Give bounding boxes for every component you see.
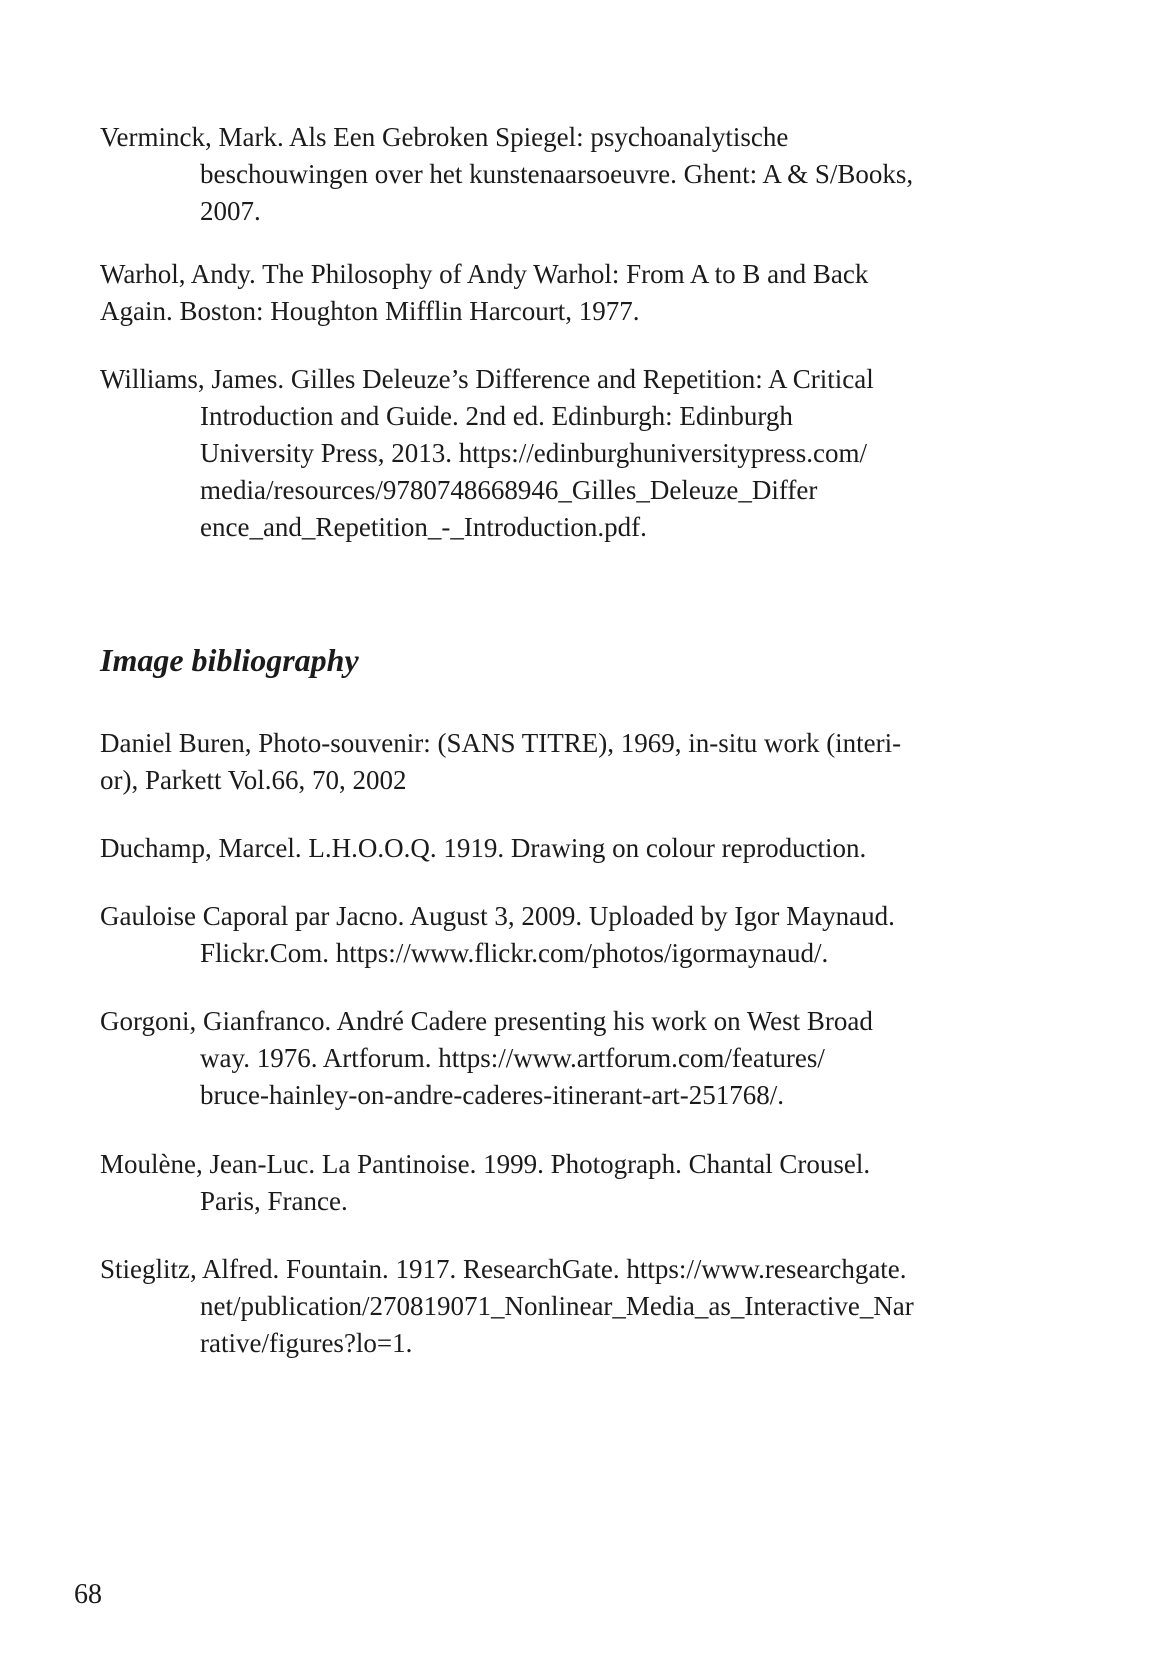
reference-line: Warhol, Andy. The Philosophy of Andy Warhol: From A to B and Back (100, 259, 869, 289)
image-reference-entry (100, 1003, 1010, 1114)
reference-line: media/resources/9780748668946_Gilles_Deleuze_Differ (200, 475, 818, 505)
reference-line: University Press, 2013. https://edinburghuniversitypress.com/ (200, 438, 867, 468)
image-reference-entry (100, 1146, 1010, 1220)
reference-line: Williams, James. Gilles Deleuze’s Difference and Repetition: A Critical (100, 364, 874, 394)
page-number: 68 (74, 1579, 102, 1610)
reference-line: Verminck, Mark. Als Een Gebroken Spiegel: psychoanalytische (100, 122, 789, 152)
image-reference-entry (100, 830, 1010, 867)
reference-line: Duchamp, Marcel. L.H.O.O.Q. 1919. Drawing on colour reproduction. (100, 833, 867, 863)
reference-line: Stieglitz, Alfred. Fountain. 1917. ResearchGate. https://www.researchgate. (100, 1254, 907, 1284)
image-reference-entry (100, 898, 1010, 972)
reference-line: Gauloise Caporal par Jacno. August 3, 2009. Uploaded by Igor Maynaud. (100, 901, 895, 931)
reference-entry (100, 119, 1010, 230)
reference-line: ence_and_Repetition_-_Introduction.pdf. (200, 512, 647, 542)
reference-line: way. 1976. Artforum. https://www.artforum.com/features/ (200, 1043, 825, 1073)
reference-line: Moulène, Jean-Luc. La Pantinoise. 1999. Photograph. Chantal Crousel. (100, 1149, 871, 1179)
reference-line: bruce-hainley-on-andre-caderes-itinerant-art-251768/. (200, 1080, 784, 1110)
reference-line: Again. Boston: Houghton Mifflin Harcourt, 1977. (100, 296, 640, 326)
reference-line: rative/figures?lo=1. (200, 1328, 413, 1358)
reference-line: beschouwingen over het kunstenaarsoeuvre. Ghent: A & S/Books, (200, 159, 914, 189)
reference-line: Gorgoni, Gianfranco. André Cadere presenting his work on West Broad (100, 1006, 873, 1036)
reference-line: or), Parkett Vol.66, 70, 2002 (100, 765, 407, 795)
image-reference-entry (100, 725, 1010, 799)
reference-entry (100, 256, 1010, 330)
reference-line: Daniel Buren, Photo-souvenir: (SANS TITRE), 1969, in-situ work (interi- (100, 728, 902, 758)
section-heading: Image bibliography (100, 642, 359, 678)
reference-line: net/publication/270819071_Nonlinear_Media_as_Interactive_Nar (200, 1291, 914, 1321)
reference-line: 2007. (200, 196, 261, 226)
reference-line: Flickr.Com. https://www.flickr.com/photos/igormaynaud/. (200, 938, 829, 968)
image-reference-entry (100, 1251, 1010, 1362)
reference-line: Introduction and Guide. 2nd ed. Edinburgh: Edinburgh (200, 401, 793, 431)
reference-line: Paris, France. (200, 1186, 348, 1216)
reference-entry (100, 361, 1010, 546)
